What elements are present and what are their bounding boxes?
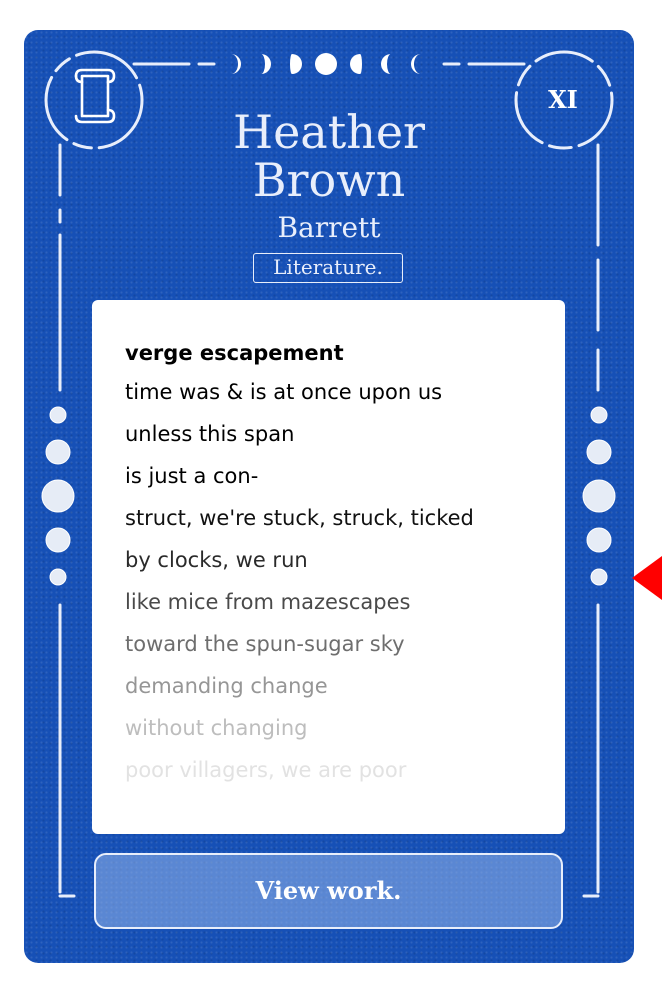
view-work-button[interactable]: View work. <box>94 853 563 929</box>
poem-lines <box>125 371 555 791</box>
full-moon-icon <box>315 53 337 75</box>
waxing-crescent-icon <box>231 54 241 74</box>
poem-panel <box>92 300 565 834</box>
poem-line: without changing <box>125 716 308 740</box>
pointer-arrow-icon <box>632 556 662 600</box>
waning-crescent-icon <box>411 54 421 74</box>
poem-line: poor villagers, we are poor <box>125 758 407 782</box>
category-tag: Literature. <box>253 253 403 283</box>
poem-line: demanding change <box>125 674 328 698</box>
moon-phases <box>231 53 421 75</box>
waning-half-icon <box>381 54 391 74</box>
artist-middle-name: Barrett <box>277 211 381 244</box>
poem-title: verge escapement <box>125 341 344 365</box>
waxing-gibbous-icon <box>290 54 302 74</box>
card-numeral: XI <box>548 85 578 114</box>
poem-line: toward the spun-sugar sky <box>125 632 405 656</box>
bead-column-left <box>42 407 74 585</box>
waning-gibbous-icon <box>350 54 362 74</box>
poem-line: like mice from mazescapes <box>125 590 411 614</box>
bead-column-right <box>583 407 615 585</box>
artist-first-name: Heather <box>232 105 426 159</box>
poem-line: struct, we're stuck, struck, ticked <box>125 506 474 530</box>
artist-last-name: Brown <box>252 153 406 207</box>
waxing-half-icon <box>261 54 271 74</box>
poem-line: time was & is at once upon us <box>125 380 443 404</box>
poem-line: unless this span <box>125 422 295 446</box>
poem-line: by clocks, we run <box>125 548 308 572</box>
artist-card <box>24 30 634 963</box>
poem-line: is just a con- <box>125 464 259 488</box>
